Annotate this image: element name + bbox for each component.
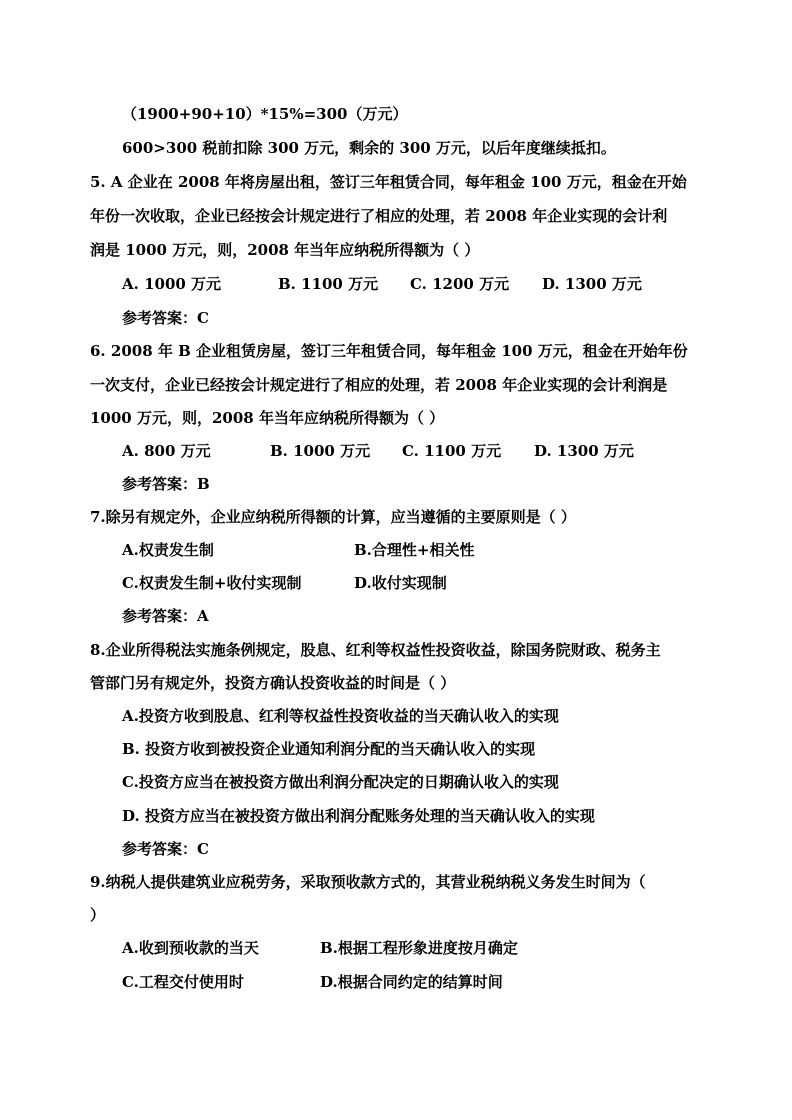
question-9-option-c: C.工程交付使用时 [122, 973, 244, 991]
question-9-line-1: 9.纳税人提供建筑业应税劳务，采取预收款方式的，其营业税纳税义务发生时间为（ [90, 873, 646, 891]
question-7-line-1: 7.除另有规定外，企业应纳税所得额的计算，应当遵循的主要原则是（ ） [90, 508, 576, 526]
question-8-answer: 参考答案：C [122, 840, 209, 858]
question-8-option-b: B. 投资方收到被投资企业通知利润分配的当天确认收入的实现 [122, 740, 536, 758]
question-7-option-d: D.收付实现制 [354, 574, 447, 592]
question-8-line-1: 8.企业所得税法实施条例规定，股息、红利等权益性投资收益，除国务院财政、税务主 [90, 641, 661, 659]
question-6-line-3: 1000 万元，则，2008 年当年应纳税所得额为（ ） [90, 409, 445, 427]
formula-line: （1900+90+10）*15%=300（万元） [122, 105, 408, 123]
question-6-answer: 参考答案：B [122, 475, 210, 493]
question-6-option-d: D. 1300 万元 [534, 442, 634, 460]
question-7-option-c: C.权责发生制+收付实现制 [122, 574, 302, 592]
question-5-answer: 参考答案：C [122, 309, 209, 327]
question-5-line-2: 年份一次收取，企业已经按会计规定进行了相应的处理，若 2008 年企业实现的会计利 [90, 207, 668, 225]
question-6-option-a: A. 800 万元 [122, 442, 211, 460]
question-5-option-d: D. 1300 万元 [542, 275, 642, 293]
question-6-option-b: B. 1000 万元 [270, 442, 371, 460]
question-5-line-1: 5. A 企业在 2008 年将房屋出租，签订三年租赁合同，每年租金 100 万元，租金在开始 [90, 173, 687, 191]
question-6-line-1: 6. 2008 年 B 企业租赁房屋，签订三年租赁合同，每年租金 100 万元，租金在开始年份 [90, 342, 688, 360]
question-7-option-a: A.权责发生制 [122, 541, 214, 559]
question-8-line-2: 管部门另有规定外，投资方确认投资收益的时间是（ ） [90, 674, 456, 692]
question-8-option-c: C.投资方应当在被投资方做出利润分配决定的日期确认收入的实现 [122, 773, 559, 791]
question-5-line-3: 润是 1000 万元，则，2008 年当年应纳税所得额为（ ） [90, 241, 480, 259]
deduction-line: 600>300 税前扣除 300 万元，剩余的 300 万元，以后年度继续抵扣。 [122, 139, 616, 157]
question-5-option-a: A. 1000 万元 [122, 275, 222, 293]
question-9-option-a: A.收到预收款的当天 [122, 939, 259, 957]
question-5-option-b: B. 1100 万元 [278, 275, 379, 293]
question-7-option-b: B.合理性+相关性 [354, 541, 475, 559]
question-8-option-a: A.投资方收到股息、红利等权益性投资收益的当天确认收入的实现 [122, 707, 559, 725]
question-5-option-c: C. 1200 万元 [410, 275, 510, 293]
question-9-line-2: ） [90, 906, 106, 924]
question-9-option-d: D.根据合同约定的结算时间 [320, 973, 503, 991]
question-8-option-d: D. 投资方应当在被投资方做出利润分配账务处理的当天确认收入的实现 [122, 807, 595, 825]
question-9-option-b: B.根据工程形象进度按月确定 [320, 939, 518, 957]
question-6-option-c: C. 1100 万元 [402, 442, 502, 460]
question-6-line-2: 一次支付，企业已经按会计规定进行了相应的处理，若 2008 年企业实现的会计利润是 [90, 376, 668, 394]
question-7-answer: 参考答案：A [122, 607, 209, 625]
